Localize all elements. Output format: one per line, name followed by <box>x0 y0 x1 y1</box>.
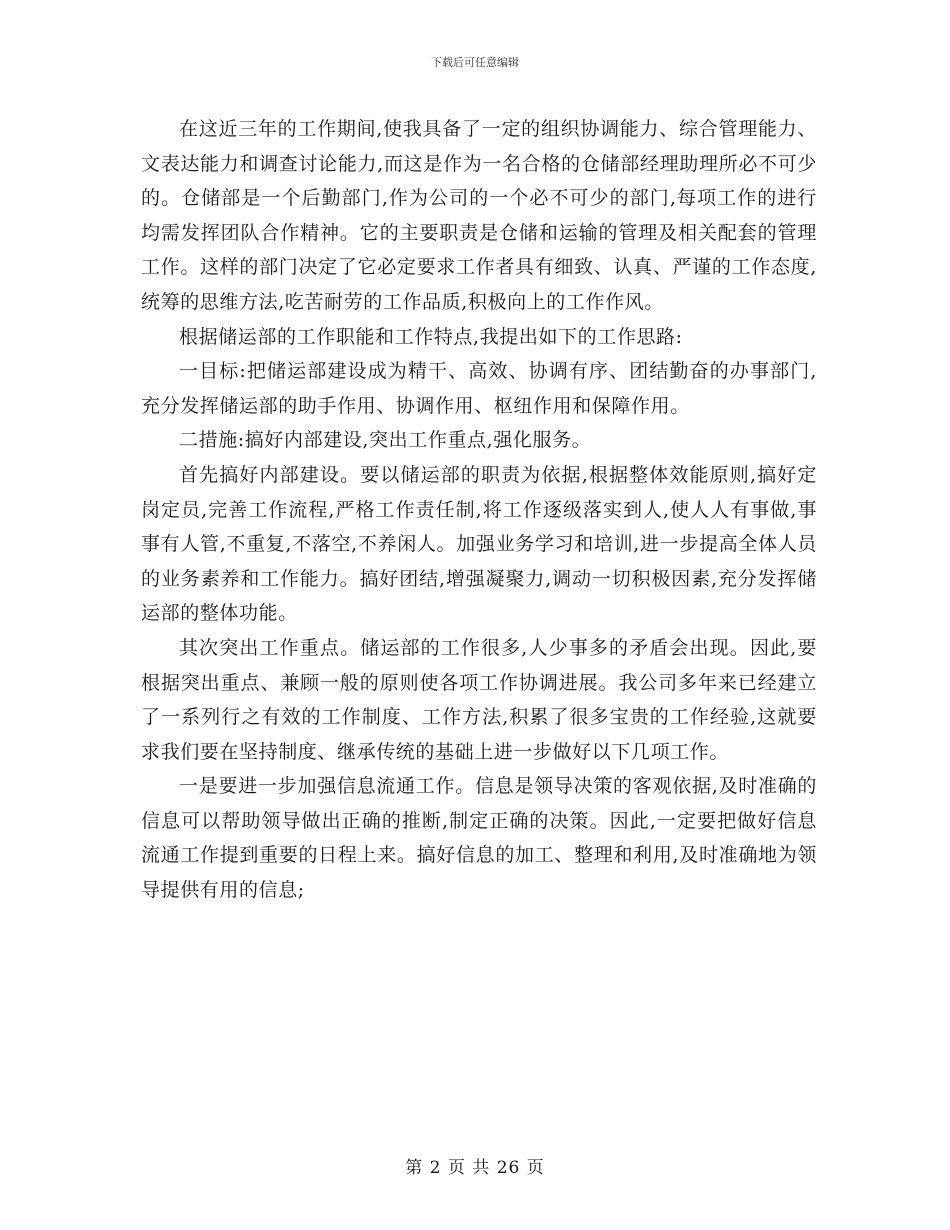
paragraph-goal: 一目标:把储运部建设成为精干、高效、协调有序、团结勤奋的办事部门,充分发挥储运部的助手作用、协调作用、枢纽作用和保障作用。 <box>141 360 817 417</box>
paragraph-measures: 二措施:搞好内部建设,突出工作重点,强化服务。 <box>179 429 592 452</box>
paragraph-work-ideas-intro: 根据储运部的工作职能和工作特点,我提出如下的工作思路: <box>179 325 683 348</box>
paragraph-information-flow: 一是要进一步加强信息流通工作。信息是领导决策的客观依据,及时准确的信息可以帮助领导做出正确的推断,制定正确的决策。因此,一定要把做好信息流通工作提到重要的日程上来。搞好信息的加工、整理和利用,及时准确地为领导提供有用的信息; <box>141 775 817 902</box>
document-body <box>141 112 817 908</box>
paragraph-experience: 在这近三年的工作期间,使我具备了一定的组织协调能力、综合管理能力、文表达能力和调查讨论能力,而这是作为一名合格的仓储部经理助理所必不可少的。仓储部是一个后勤部门,作为公司的一个必不可少的部门,每项工作的进行均需发挥团队合作精神。它的主要职责是仓储和运输的管理及相关配套的管理工作。这样的部门决定了它必定要求工作者具有细致、认真、严谨的工作态度,统筹的思维方法,吃苦耐劳的工作品质,积极向上的工作作风。 <box>141 118 817 313</box>
page-number-footer: 第 2 页 共 26 页 <box>405 1158 545 1178</box>
paragraph-internal-construction: 首先搞好内部建设。要以储运部的职责为依据,根据整体效能原则,搞好定岗定员,完善工作流程,严格工作责任制,将工作逐级落实到人,使人人有事做,事事有人管,不重复,不落空,不养闲人。加强业务学习和培训,进一步提高全体人员的业务素养和工作能力。搞好团结,增强凝聚力,调动一切积极因素,充分发挥储运部的整体功能。 <box>141 463 817 625</box>
header-note: 下载后可任意编辑 <box>431 56 519 69</box>
paragraph-key-work: 其次突出工作重点。储运部的工作很多,人少事多的矛盾会出现。因此,要根据突出重点、兼顾一般的原则使各项工作协调进展。我公司多年来已经建立了一系列行之有效的工作制度、工作方法,积累了很多宝贵的工作经验,这就要求我们要在坚持制度、继承传统的基础上进一步做好以下几项工作。 <box>141 636 817 763</box>
